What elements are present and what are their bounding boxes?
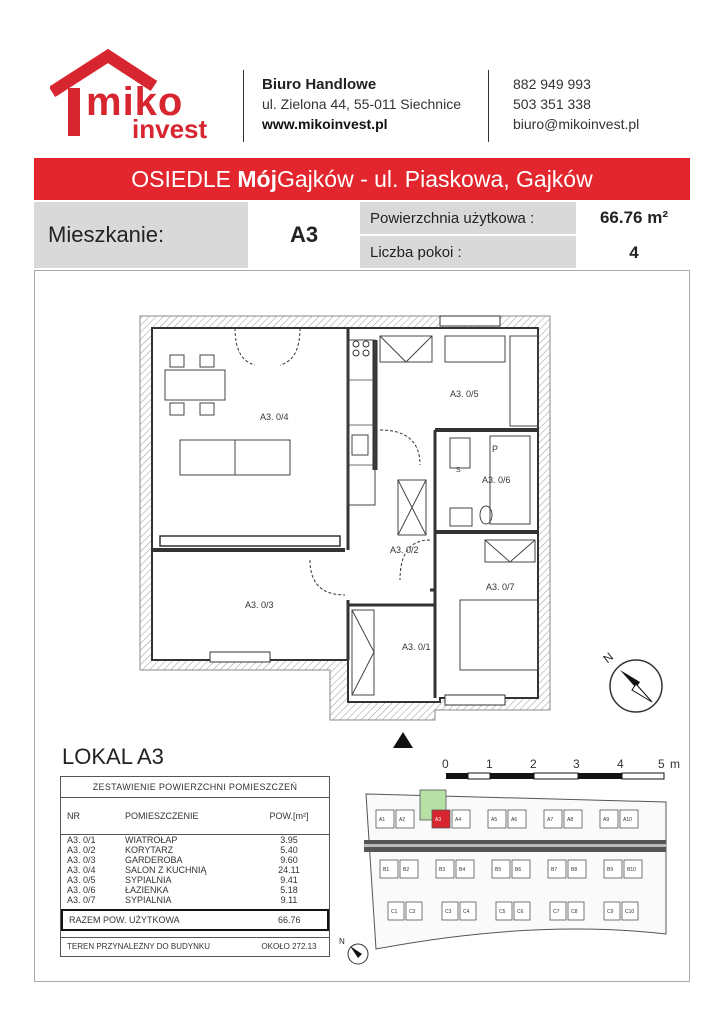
phone-1[interactable]: 882 949 993 xyxy=(513,76,591,92)
logo-text-invest: invest xyxy=(132,114,208,144)
room-label: A3. 0/7 xyxy=(486,582,515,592)
table-land-row xyxy=(61,937,329,956)
table-cell: A3. 0/4 xyxy=(67,865,96,875)
logo-text-miko: miko xyxy=(86,80,184,124)
table-header xyxy=(61,798,329,835)
site-plan xyxy=(336,784,676,974)
site-unit-label: C9 xyxy=(607,909,614,915)
site-unit-label: B5 xyxy=(495,867,502,873)
banner-bold: Mój xyxy=(237,166,277,192)
table-cell: ŁAZIENKA xyxy=(125,885,169,895)
site-unit-label: C4 xyxy=(463,909,470,915)
office-title: Biuro Handlowe xyxy=(262,76,377,93)
table-row xyxy=(61,885,329,895)
site-unit-label: B10 xyxy=(627,867,636,873)
table-cell: SYPIALNIA xyxy=(125,895,172,905)
scale-tick: 5 xyxy=(658,757,665,771)
table-cell: 3.95 xyxy=(280,835,298,845)
fixture-label: P xyxy=(492,444,499,454)
col-header: POMIESZCZENIE xyxy=(125,811,199,821)
table-cell: SYPIALNIA xyxy=(125,875,172,885)
table-row xyxy=(61,875,329,885)
table-cell: 24.11 xyxy=(278,865,300,875)
table-cell: A3. 0/7 xyxy=(67,895,96,905)
table-row xyxy=(61,845,329,855)
site-unit-label: A2 xyxy=(399,817,406,823)
scale-unit: m xyxy=(670,757,680,771)
header-divider xyxy=(488,70,489,142)
table-body xyxy=(61,835,329,905)
office-website-link[interactable]: www.mikoinvest.pl xyxy=(262,116,388,132)
compass-label: N xyxy=(600,649,617,666)
table-cell: 9.60 xyxy=(280,855,298,865)
site-unit-label: C1 xyxy=(391,909,398,915)
fixture-label: S xyxy=(456,467,461,474)
banner-suffix: Gajków - ul. Piaskowa, Gajków xyxy=(276,166,593,192)
site-unit-label: A8 xyxy=(567,817,574,823)
site-compass-label: N xyxy=(339,937,345,946)
site-unit-label: C5 xyxy=(499,909,506,915)
scale-bar xyxy=(440,756,690,786)
table-cell: 5.18 xyxy=(280,885,298,895)
room-area-table xyxy=(60,776,330,957)
phone-2[interactable]: 503 351 338 xyxy=(513,96,591,112)
site-unit-label: A3 xyxy=(435,817,442,823)
room-label: A3. 0/1 xyxy=(402,642,431,652)
site-unit-label: A7 xyxy=(547,817,554,823)
total-label: RAZEM POW. UŻYTKOWA xyxy=(69,915,180,925)
site-unit-label: C8 xyxy=(571,909,578,915)
table-cell: 9.11 xyxy=(280,895,298,905)
site-unit-label: C2 xyxy=(409,909,416,915)
table-cell: GARDEROBA xyxy=(125,855,183,865)
scale-tick: 1 xyxy=(486,757,493,771)
scale-tick: 2 xyxy=(530,757,537,771)
site-unit-label: B8 xyxy=(571,867,578,873)
room-label: A3. 0/6 xyxy=(482,475,511,485)
floor-plan xyxy=(130,300,570,760)
site-unit-label: C7 xyxy=(553,909,560,915)
table-cell: KORYTARZ xyxy=(125,845,174,855)
room-label: A3. 0/4 xyxy=(260,412,289,422)
area-value: 66.76 m² xyxy=(599,208,669,227)
scale-tick: 4 xyxy=(617,757,624,771)
table-caption: ZESTAWIENIE POWIERZCHNI POMIESZCZEŃ xyxy=(61,777,329,798)
col-header: POW.[m²] xyxy=(269,811,309,821)
scale-tick: 3 xyxy=(573,757,580,771)
banner-prefix: OSIEDLE xyxy=(131,166,238,192)
table-row xyxy=(61,855,329,865)
scale-tick: 0 xyxy=(442,757,449,771)
site-unit-label: B9 xyxy=(607,867,614,873)
table-cell: SALON Z KUCHNIĄ xyxy=(125,865,207,875)
site-unit-label: A1 xyxy=(379,817,386,823)
site-unit-label: A6 xyxy=(511,817,518,823)
site-unit-label: C6 xyxy=(517,909,524,915)
table-cell: A3. 0/2 xyxy=(67,845,96,855)
estate-banner xyxy=(34,158,690,200)
site-unit-label: A4 xyxy=(455,817,462,823)
header-divider xyxy=(243,70,244,142)
compass-icon xyxy=(598,648,668,718)
land-label: TEREN PRZYNALEŻNY DO BUDYNKU xyxy=(67,942,210,951)
table-cell: A3. 0/6 xyxy=(67,885,96,895)
site-unit-label: A9 xyxy=(603,817,610,823)
site-unit-label: B7 xyxy=(551,867,558,873)
table-cell: 9.41 xyxy=(280,875,298,885)
site-unit-label: B1 xyxy=(383,867,390,873)
table-row xyxy=(61,835,329,845)
rooms-label: Liczba pokoi : xyxy=(370,244,462,261)
site-unit-label: B3 xyxy=(439,867,446,873)
office-address: ul. Zielona 44, 55-011 Siechnice xyxy=(262,96,461,112)
table-cell: 5.40 xyxy=(280,845,298,855)
site-unit-label: B6 xyxy=(515,867,522,873)
col-header: NR xyxy=(67,811,80,821)
area-label: Powierzchnia użytkowa : xyxy=(370,210,535,227)
site-unit-label: B2 xyxy=(403,867,410,873)
room-label: A3. 0/3 xyxy=(245,600,274,610)
email-link[interactable]: biuro@mikoinvest.pl xyxy=(513,116,640,132)
room-label: A3. 0/5 xyxy=(450,389,479,399)
site-unit-label: C10 xyxy=(625,909,635,915)
table-cell: A3. 0/3 xyxy=(67,855,96,865)
land-value: OKOŁO 272.13 xyxy=(261,942,317,951)
table-row xyxy=(61,865,329,875)
table-row xyxy=(61,895,329,905)
table-total-row xyxy=(61,909,329,931)
apartment-label: Mieszkanie: xyxy=(48,222,165,247)
table-cell: A3. 0/5 xyxy=(67,875,96,885)
rooms-value: 4 xyxy=(629,243,639,262)
entrance-arrow-icon xyxy=(393,732,413,748)
site-unit-label: C3 xyxy=(445,909,452,915)
lokal-title: LOKAL A3 xyxy=(62,744,164,769)
table-cell: WIATROŁAP xyxy=(125,835,178,845)
site-unit-label: A5 xyxy=(491,817,498,823)
site-unit-label: A10 xyxy=(623,817,632,823)
apartment-id: A3 xyxy=(289,222,319,247)
room-label: A3. 0/2 xyxy=(390,545,419,555)
total-value: 66.76 xyxy=(278,915,301,925)
table-cell: A3. 0/1 xyxy=(67,835,96,845)
site-unit-label: B4 xyxy=(459,867,466,873)
